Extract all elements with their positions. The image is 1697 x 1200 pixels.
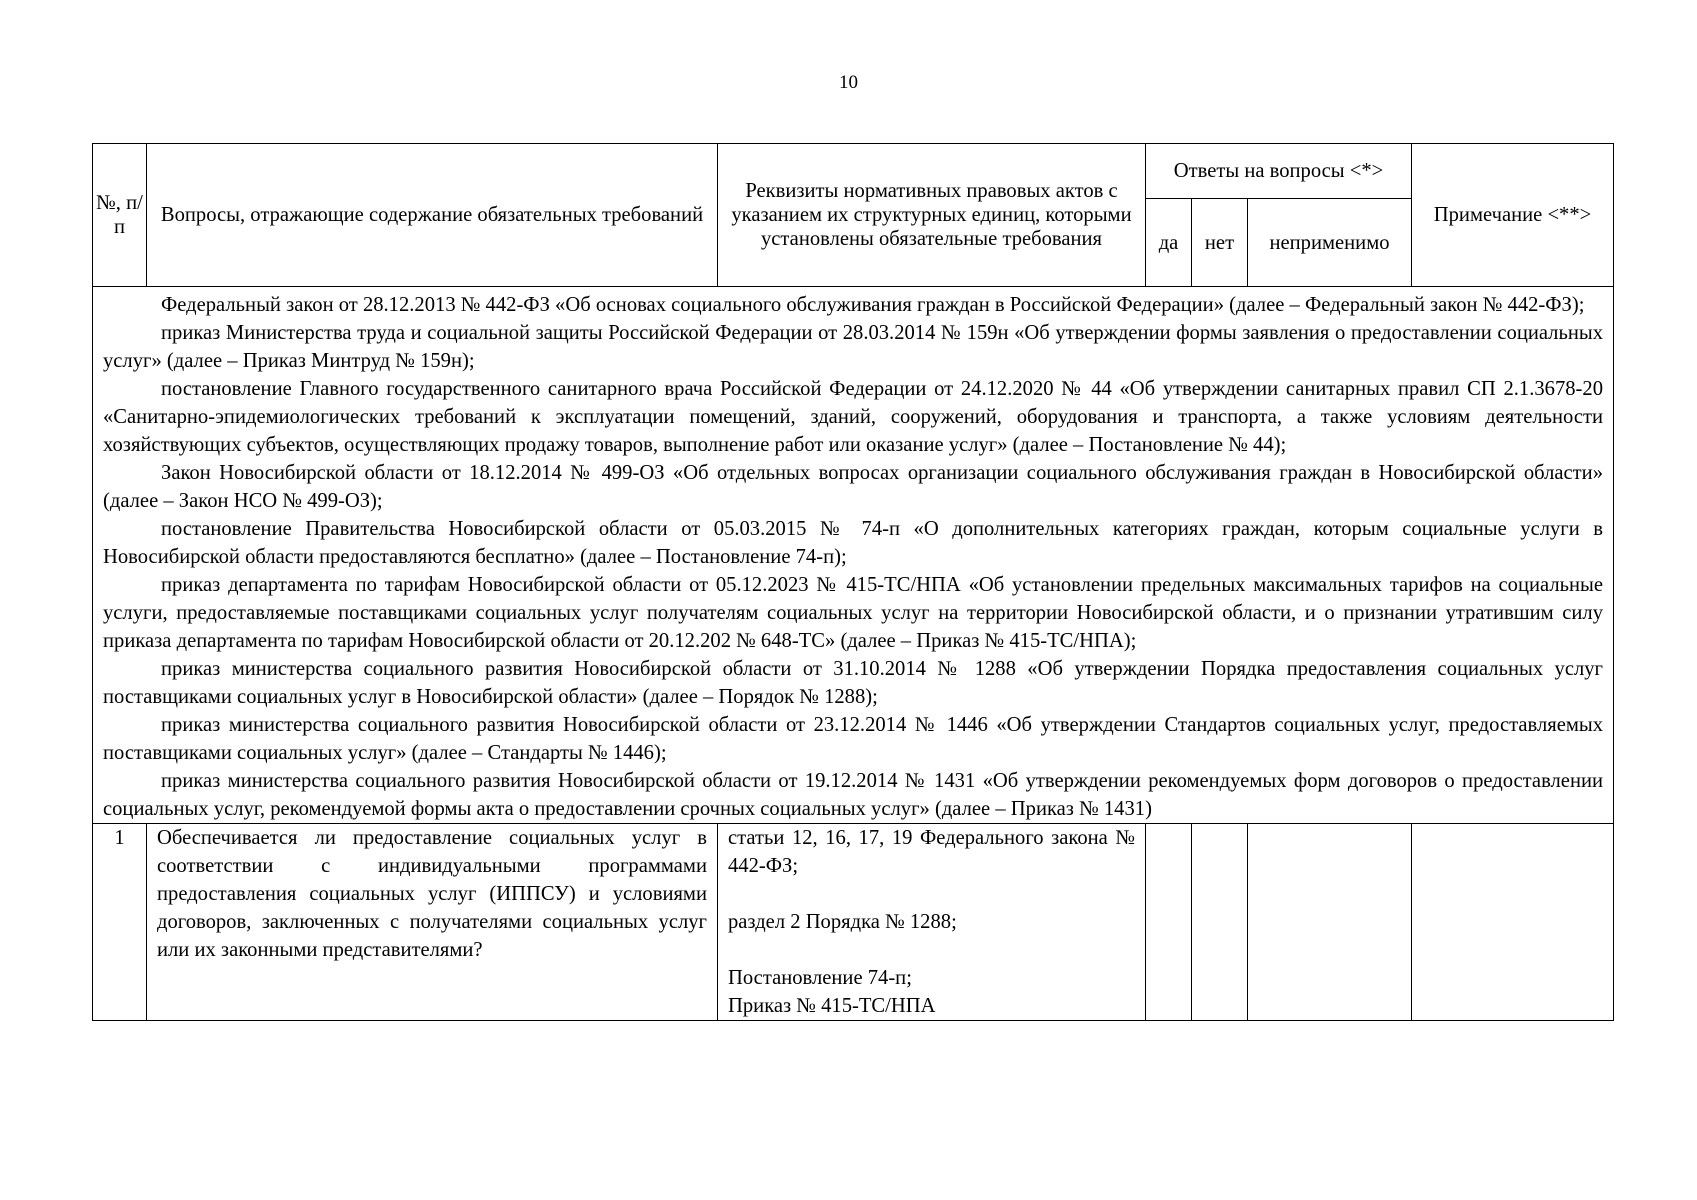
header-yes: да (1146, 199, 1192, 287)
legal-act-item: приказ министерства социального развития Новосибирской области от 19.12.2014 № 1431 «Об утверждении рекомендуемых форм договоров о предоставлении социальных услуг, рекомендуемой формы акта о предоставлении срочных социальных услуг» (далее – Приказ № 1431) (103, 770, 1604, 820)
row-number: 1 (93, 824, 147, 1021)
row-question: Обеспечивается ли предоставление социальных услуг в соответствии с индивидуальными программами предоставления социальных услуг (ИППСУ) и условиями договоров, заключенных с получателями социальных услуг или их законными представителями? (147, 824, 718, 1021)
note-cell (1412, 824, 1614, 1021)
answer-na-cell (1248, 824, 1412, 1021)
intro-row (93, 287, 1614, 824)
legal-act-item: приказ министерства социального развития Новосибирской области от 23.12.2014 № 1446 «Об утверждении Стандартов социальных услуг, предоставляемых поставщиками социальных услуг» (далее – Стандарты № 1446); (103, 714, 1604, 764)
answer-no-cell (1192, 824, 1248, 1021)
table-header-row (93, 144, 1614, 199)
header-num: №, п/п (93, 144, 147, 287)
legal-act-item: приказ Министерства труда и социальной защиты Российской Федерации от 28.03.2014 № 159н «Об утверждении формы заявления о предоставлении социальных услуг» (далее – Приказ Минтруд № 159н); (103, 322, 1604, 372)
legal-act-item: приказ департамента по тарифам Новосибирской области от 05.12.2023 № 415-ТС/НПА «Об установлении предельных максимальных тарифов на социальные услуги, предоставляемые поставщиками социальных услуг получателям социальных услуг на территории Новосибирской области, и о признании утратившим силу приказа департамента по тарифам Новосибирской области от 20.12.202 № 648-ТС» (далее – Приказ № 415-ТС/НПА); (103, 574, 1604, 652)
requisite-item: Постановление 74-п; (728, 967, 912, 989)
legal-act-item: постановление Правительства Новосибирской области от 05.03.2015 № 74-п «О дополнительных категориях граждан, которым социальные услуги в Новосибирской области предоставляются бесплатно» (далее – Постановление 74-п); (103, 518, 1604, 568)
spacer (728, 880, 1135, 908)
requisite-item: раздел 2 Порядка № 1288; (728, 911, 957, 933)
page-number: 10 (839, 72, 858, 93)
spacer (728, 936, 1135, 964)
legal-act-item: постановление Главного государственного санитарного врача Российской Федерации от 24.12.2020 № 44 «Об утверждении санитарных правил СП 2.1.3678-20 «Санитарно-эпидемиологических требований к эксплуатации помещений, зданий, сооружений, оборудования и транспорта, а также условиям деятельности хозяйствующих субъектов, осуществляющих продажу товаров, выполнение работ или оказание услуг» (далее – Постановление № 44); (103, 378, 1604, 456)
legal-act-item: приказ министерства социального развития Новосибирской области от 31.10.2014 № 1288 «Об утверждении Порядка предоставления социальных услуг поставщиками социальных услуг в Новосибирской области» (далее – Порядок № 1288); (103, 658, 1604, 708)
table-row (93, 824, 1614, 1021)
header-requisites: Реквизиты нормативных правовых актов с указанием их структурных единиц, которыми установлены обязательные требования (718, 144, 1146, 287)
checklist-table (92, 143, 1614, 1021)
header-questions: Вопросы, отражающие содержание обязательных требований (147, 144, 718, 287)
legal-act-item: Федеральный закон от 28.12.2013 № 442-ФЗ «Об основах социального обслуживания граждан в Российской Федерации» (далее – Федеральный закон № 442-ФЗ); (161, 294, 1585, 316)
header-no: нет (1192, 199, 1248, 287)
header-note: Примечание <**> (1412, 144, 1614, 287)
header-na: неприменимо (1248, 199, 1412, 287)
legal-acts-list (93, 287, 1614, 824)
requisite-item: Приказ № 415-ТС/НПА (728, 995, 936, 1017)
requisite-item: статьи 12, 16, 17, 19 Федерального закона № 442-ФЗ; (728, 827, 1135, 877)
row-requisites (718, 824, 1146, 1021)
answer-yes-cell (1146, 824, 1192, 1021)
legal-act-item: Закон Новосибирской области от 18.12.2014 № 499-ОЗ «Об отдельных вопросах организации социального обслуживания граждан в Новосибирской области» (далее – Закон НСО № 499-ОЗ); (103, 462, 1604, 512)
header-answers: Ответы на вопросы <*> (1146, 144, 1412, 199)
